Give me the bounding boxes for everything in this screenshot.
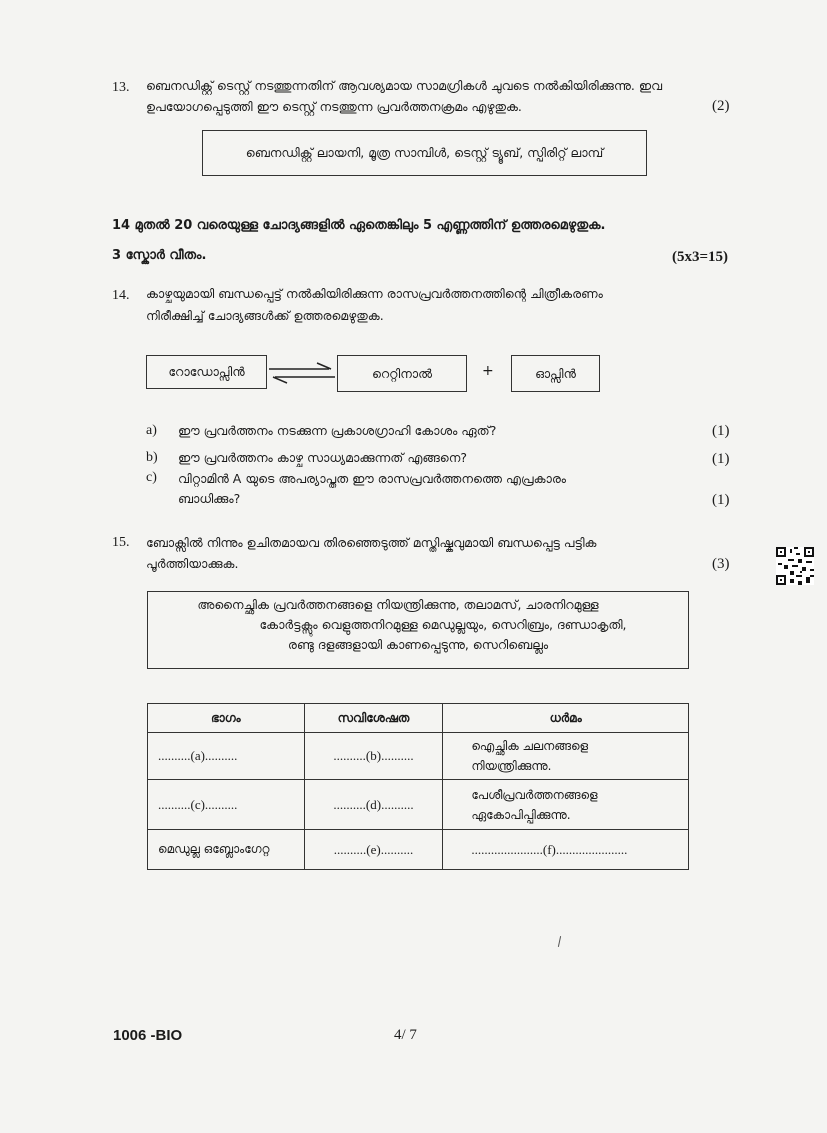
table-row bbox=[148, 830, 689, 870]
q14-item-a-marks: (1) bbox=[712, 423, 730, 439]
brain-parts-table bbox=[147, 703, 689, 870]
question-15-text-line1: ബോക്സിൽ നിന്നും ഉചിതമായവ തിരഞ്ഞെടുത്ത് മസ്തിഷ്കവുമായി ബന്ധപ്പെട്ട പട്ടിക bbox=[146, 535, 597, 550]
reversible-arrow-icon bbox=[267, 360, 337, 388]
table-cell: ..........(c).......... bbox=[148, 780, 305, 830]
rhodopsin-label: റോഡോപ്സിൻ bbox=[168, 364, 245, 379]
question-13-text-line2: ഉപയോഗപ്പെടുത്തി ഈ ടെസ്റ്റ് നടത്തുന്ന പ്രവർത്തനക്രമം എഴുതുക. bbox=[146, 99, 522, 114]
question-15-options-box bbox=[147, 591, 689, 669]
table-header-feature: സവിശേഷത bbox=[304, 704, 443, 733]
table-cell: മെഡുല്ല ഒബ്ലോംഗേറ്റ bbox=[148, 830, 305, 870]
options-line-3: രണ്ടു ദളങ്ങളായി കാണപ്പെടുന്നു, സെറിബെല്ലം bbox=[287, 637, 549, 652]
question-14-number: 14. bbox=[112, 288, 130, 303]
table-cell: ..........(b).......... bbox=[304, 733, 443, 780]
question-13-materials-box bbox=[202, 130, 647, 176]
table-cell: ..........(a).......... bbox=[148, 733, 305, 780]
question-14-text-line2: നിരീക്ഷിച്ച് ചോദ്യങ്ങൾക്ക് ഉത്തരമെഴുതുക. bbox=[146, 308, 384, 323]
question-13-number: 13. bbox=[112, 80, 130, 95]
table-cell: പേശീപ്രവർത്തനങ്ങളെ ഏകോപിപ്പിക്കുന്നു. bbox=[443, 780, 689, 830]
q14-item-b-label: b) bbox=[146, 450, 158, 465]
options-line-1: അനൈച്ഛിക പ്രവർത്തനങ്ങളെ നിയന്ത്രിക്കുന്നു, തലാമസ്, ചാരനിറമുള്ള bbox=[197, 597, 599, 612]
q14-item-c-label: c) bbox=[146, 470, 157, 485]
q14-item-a-label: a) bbox=[146, 423, 157, 438]
question-15-marks: (3) bbox=[712, 556, 730, 572]
footer-paper-code: 1006 -BIO bbox=[113, 1027, 183, 1044]
question-14-text-line1: കാഴ്ചയുമായി ബന്ധപ്പെട്ട് നൽകിയിരിക്കുന്ന രാസപ്രവർത്തനത്തിന്റെ ചിത്രീകരണം bbox=[146, 286, 603, 301]
rhodopsin-box bbox=[146, 355, 267, 389]
section-instruction: 14 മുതൽ 20 വരെയുള്ള ചോദ്യങ്ങളിൽ ഏതെങ്കിലും 5 എണ്ണത്തിന് ഉത്തരമെഴുതുക. bbox=[112, 218, 606, 233]
question-13-text-line1: ബെനഡിക്റ്റ് ടെസ്റ്റ് നടത്തുന്നതിന് ആവശ്യമായ സാമഗ്രികൾ ചുവടെ നൽകിയിരിക്കുന്നു. ഇവ bbox=[146, 78, 663, 93]
table-row bbox=[148, 780, 689, 830]
retinal-box bbox=[337, 355, 467, 392]
opsin-label: ഓപ്സിൻ bbox=[535, 365, 576, 381]
stray-mark bbox=[558, 936, 561, 947]
plus-sign: + bbox=[482, 363, 494, 379]
table-cell: ഐച്ഛിക ചലനങ്ങളെ നിയന്ത്രിക്കുന്നു. bbox=[443, 733, 689, 780]
options-line-2: കോർട്ടക്സും വെളുത്തനിറമുള്ള മെഡുല്ലയും, സെറിബ്രം, ദണ്ഡാകൃതി, bbox=[259, 617, 627, 632]
q14-item-c-text-cont: ബാധിക്കും? bbox=[178, 491, 241, 506]
table-cell: ..........(d).......... bbox=[304, 780, 443, 830]
opsin-box bbox=[511, 355, 600, 392]
question-15-text-line2: പൂർത്തിയാക്കുക. bbox=[146, 556, 239, 571]
q14-item-c-text: വിറ്റാമിൻ A യുടെ അപര്യാപ്തത ഈ രാസപ്രവർത്തനത്തെ എപ്രകാരം bbox=[178, 471, 567, 486]
table-row bbox=[148, 733, 689, 780]
qr-code-icon bbox=[776, 547, 814, 585]
table-header-part: ഭാഗം bbox=[148, 704, 305, 733]
q14-item-b-text: ഈ പ്രവർത്തനം കാഴ്ച സാധ്യമാക്കുന്നത് എങ്ങനെ? bbox=[178, 450, 467, 465]
question-15-number: 15. bbox=[112, 535, 130, 550]
table-header-function: ധർമം bbox=[443, 704, 689, 733]
q14-item-c-marks: (1) bbox=[712, 492, 730, 508]
retinal-label: റെറ്റിനാൽ bbox=[371, 365, 433, 381]
q14-item-b-marks: (1) bbox=[712, 451, 730, 467]
q14-item-a-text: ഈ പ്രവർത്തനം നടക്കുന്ന പ്രകാശഗ്രാഹി കോശം ഏത്? bbox=[178, 423, 497, 438]
table-cell: ..........(e).......... bbox=[304, 830, 443, 870]
footer-page-number: 4/ 7 bbox=[394, 1027, 417, 1043]
section-marks: (5x3=15) bbox=[672, 249, 729, 265]
materials-text: ബെനഡിക്റ്റ് ലായനി, മൂത്ര സാമ്പിൾ, ടെസ്റ്റ് ട്യൂബ്, സ്പിരിറ്റ് ലാമ്പ് bbox=[245, 145, 604, 160]
table-cell: ......................(f)...................... bbox=[443, 830, 689, 870]
section-score-note: 3 സ്കോർ വീതം. bbox=[112, 248, 207, 263]
question-13-marks: (2) bbox=[712, 98, 730, 114]
